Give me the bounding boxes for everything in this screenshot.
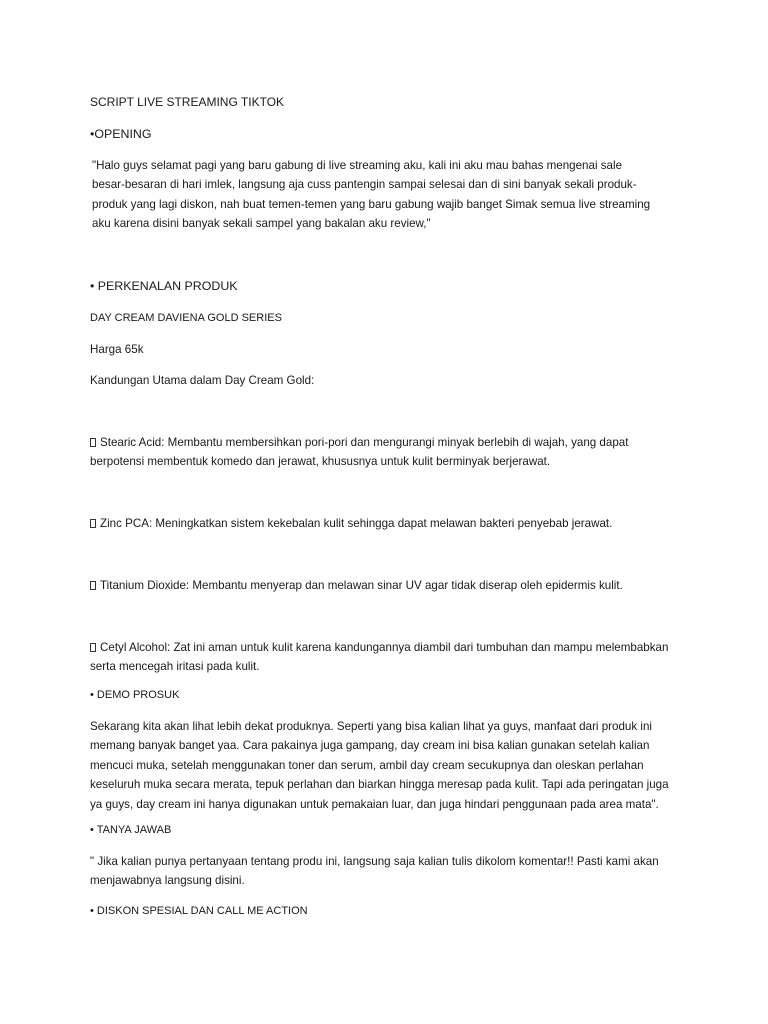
ingredients-heading: Kandungan Utama dalam Day Cream Gold: (90, 374, 315, 387)
ingredient-item (90, 433, 650, 472)
ingredient-text: Zinc PCA: Meningkatkan sistem kekebalan kulit sehingga dapat melawan bakteri penyebab jerawat. (100, 517, 613, 530)
ingredient-item (90, 514, 650, 533)
opening-heading: •OPENING (90, 127, 152, 141)
product-name: DAY CREAM DAVIENA GOLD SERIES (90, 312, 282, 324)
missing-glyph-icon (90, 643, 96, 652)
demo-heading: • DEMO PROSUK (90, 689, 180, 701)
ingredient-text: Cetyl Alcohol: Zat ini aman untuk kulit karena kandungannya diambil dari tumbuhan dan mampu melembabkan serta mencegah iritasi pada kulit. (90, 641, 669, 674)
ingredient-item (90, 638, 672, 677)
perkenalan-heading: • PERKENALAN PRODUK (90, 279, 238, 293)
missing-glyph-icon (90, 438, 96, 447)
opening-paragraph: "Halo guys selamat pagi yang baru gabung di live streaming aku, kali ini aku mau bahas mengenai sale besar-besaran di hari imlek, langsung aja cuss pantengin sampai selesai dan di sini banyak sekali produk-produk yang lagi diskon, nah buat temen-temen yang baru gabung wajib banget Simak semua live streaming aku karena disini banyak sekali sampel yang bakalan aku review," (92, 159, 651, 231)
tanya-heading: • TANYA JAWAB (90, 824, 172, 836)
tanya-paragraph: " Jika kalian punya pertanyaan tentang produ ini, langsung saja kalian tulis dikolom komentar!! Pasti kami akan menjawabnya langsung disini. (90, 855, 659, 888)
product-price: Harga 65k (90, 343, 144, 356)
missing-glyph-icon (90, 581, 96, 590)
diskon-heading: • DISKON SPESIAL DAN CALL ME ACTION (90, 905, 308, 917)
ingredient-item (90, 576, 650, 595)
demo-paragraph: Sekarang kita akan lihat lebih dekat produknya. Seperti yang bisa kalian lihat ya guys, manfaat dari produk ini memang banyak banget yaa. Cara pakainya juga gampang, day cream ini bisa kalian gunakan setelah kalian mencuci muka, setelah menggunakan toner dan serum, ambil day cream secukupnya dan oleskan perlahan keseluruh muka secara merata, tepuk perlahan dan biarkan hingga meresap pada kulit. Tapi ada peringatan juga ya guys, day cream ini hanya digunakan untuk pemakaian luar, dan juga hindari penggunaan pada area mata". (90, 720, 669, 811)
ingredient-text: Stearic Acid: Membantu membersihkan pori-pori dan mengurangi minyak berlebih di wajah, yang dapat berpotensi membentuk komedo dan jerawat, khususnya untuk kulit berminyak berjerawat. (90, 436, 629, 469)
document-title: SCRIPT LIVE STREAMING TIKTOK (90, 95, 285, 109)
missing-glyph-icon (90, 519, 96, 528)
ingredient-text: Titanium Dioxide: Membantu menyerap dan melawan sinar UV agar tidak diserap oleh epidermis kulit. (100, 579, 623, 592)
